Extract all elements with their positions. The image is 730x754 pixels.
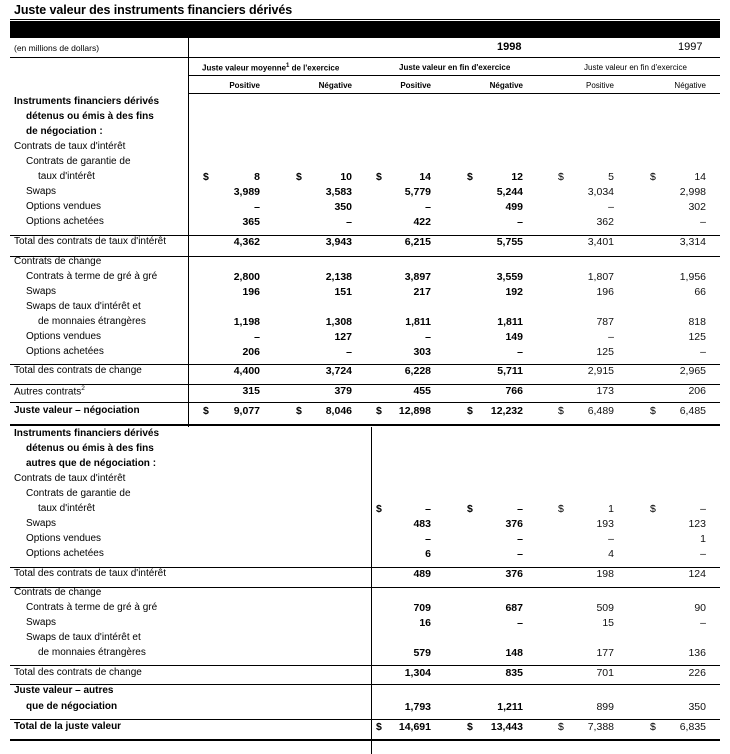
table-cell: 1 (608, 503, 614, 515)
table-cell: 899 (596, 701, 614, 713)
column-header-1: Négative (318, 81, 352, 90)
table-cell: 422 (413, 216, 431, 228)
unit-label: (en millions de dollars) (14, 43, 100, 53)
table-cell: 787 (596, 316, 614, 328)
rule (10, 57, 720, 58)
table-cell: 709 (413, 602, 431, 614)
table-cell: 6,485 (679, 405, 706, 417)
row-label (26, 126, 103, 137)
rule (10, 719, 720, 720)
row-label (26, 701, 117, 712)
table-cell: 90 (694, 602, 706, 614)
table-cell: 6,835 (679, 721, 706, 733)
row-label-text: Juste valeur – autres (14, 685, 114, 696)
row-label (26, 617, 56, 628)
row-label-text: Swaps (26, 617, 57, 628)
table-cell: 5,244 (496, 186, 523, 198)
row-label-text: Options vendues (26, 201, 102, 212)
table-cell: – (517, 617, 523, 629)
row-label-text: Contrats à terme de gré à gré (26, 271, 158, 282)
table-cell: 173 (596, 385, 614, 397)
row-label (14, 256, 101, 267)
row-label (14, 685, 114, 696)
table-cell: 302 (688, 201, 706, 213)
row-label-text: de négociation : (26, 126, 103, 137)
row-label (26, 216, 104, 227)
page-title: Juste valeur des instruments financiers dérivés (14, 3, 293, 17)
row-label-text: Options achetées (26, 346, 104, 357)
table-cell: 3,583 (325, 186, 352, 198)
table-cell: 149 (505, 331, 523, 343)
table-cell: 7,388 (587, 721, 614, 733)
currency-symbol: $ (650, 171, 656, 183)
table-cell: 123 (688, 518, 706, 530)
row-label-text: Contrats de taux d'intérêt (14, 141, 126, 152)
year-1998: 1998 (497, 41, 522, 53)
table-cell: – (346, 346, 352, 358)
table-cell: 3,314 (679, 236, 706, 248)
table-cell: 483 (413, 518, 431, 530)
table-cell: 15 (602, 617, 614, 629)
table-cell: 1,211 (497, 701, 523, 713)
table-cell: 5,711 (497, 365, 523, 377)
row-label (26, 201, 101, 212)
table-cell: 16 (419, 617, 431, 629)
column-header-2: Positive (400, 81, 431, 90)
table-cell: 489 (413, 568, 431, 580)
row-label (38, 316, 146, 327)
table-cell: 4 (608, 548, 614, 560)
row-label (38, 503, 95, 514)
row-label-text: Instruments financiers dérivés (14, 428, 160, 439)
rule (10, 256, 720, 257)
row-label (14, 587, 101, 598)
table-cell: 835 (505, 667, 523, 679)
table-cell: 3,943 (325, 236, 352, 248)
group-end-1997: Juste valeur en fin d'exercice (584, 63, 687, 72)
table-cell: 2,915 (587, 365, 614, 377)
currency-symbol: $ (376, 503, 382, 515)
row-label-text: Swaps de taux d'intérêt et (26, 301, 141, 312)
row-label-text: Contrats de change (14, 587, 102, 598)
group-average (202, 63, 339, 73)
table-cell: 196 (242, 286, 260, 298)
column-header-5: Négative (674, 81, 706, 90)
table-cell: 3,034 (587, 186, 614, 198)
row-label-text: de monnaies étrangères (38, 647, 146, 658)
table-cell: – (517, 503, 523, 515)
row-label-text: Total des contrats de change (14, 365, 142, 376)
vertical-rule (188, 38, 189, 427)
row-label-text: Options vendues (26, 533, 102, 544)
table-cell: 125 (688, 331, 706, 343)
table-cell: 1,304 (404, 667, 431, 679)
table-cell: 1,793 (404, 701, 431, 713)
currency-symbol: $ (467, 405, 473, 417)
table-cell: 66 (694, 286, 706, 298)
rule (10, 665, 720, 666)
row-label (26, 443, 154, 454)
table-cell: 2,138 (325, 271, 352, 283)
column-header-4: Positive (585, 81, 614, 90)
table-cell: – (425, 331, 431, 343)
table-cell: 303 (413, 346, 431, 358)
table-cell: 177 (596, 647, 614, 659)
footnote-marker: 2 (81, 385, 85, 392)
row-label (14, 385, 85, 397)
row-label (14, 428, 159, 439)
table-cell: 12,232 (490, 405, 523, 417)
rule (10, 739, 720, 741)
currency-symbol: $ (203, 171, 209, 183)
rule (10, 402, 720, 403)
table-cell: 2,965 (679, 365, 706, 377)
row-label (26, 458, 156, 469)
row-label (26, 533, 101, 544)
row-label-text: Swaps de taux d'intérêt et (26, 632, 141, 643)
row-label-text: de monnaies étrangères (38, 316, 146, 327)
row-label-text: détenus ou émis à des fins (26, 111, 154, 122)
table-cell: 13,443 (490, 721, 523, 733)
table-cell: 12 (511, 171, 523, 183)
row-label (14, 667, 142, 678)
row-label (26, 518, 56, 529)
row-label (14, 236, 166, 247)
table-cell: 1,198 (233, 316, 260, 328)
row-label-text: Total des contrats de taux d'intérêt (14, 568, 166, 579)
table-cell: 376 (505, 518, 523, 530)
row-label-text: Options vendues (26, 331, 102, 342)
table-cell: – (517, 548, 523, 560)
table-cell: 379 (334, 385, 352, 397)
table-cell: – (608, 201, 614, 213)
rule (10, 684, 720, 685)
table-cell: 350 (334, 201, 352, 213)
table-cell: – (346, 216, 352, 228)
row-label-text: détenus ou émis à des fins (26, 443, 154, 454)
table-cell: 9,077 (233, 405, 260, 417)
rule (188, 93, 720, 94)
row-label (26, 186, 56, 197)
table-cell: 14 (694, 171, 706, 183)
table-cell: 365 (242, 216, 260, 228)
table-cell: 315 (242, 385, 260, 397)
table-cell: 124 (688, 568, 706, 580)
row-label (38, 171, 95, 182)
table-cell: 3,559 (496, 271, 523, 283)
table-cell: 1,308 (325, 316, 352, 328)
currency-symbol: $ (558, 405, 564, 417)
row-label-text: Options achetées (26, 216, 104, 227)
row-label (38, 647, 146, 658)
table-cell: 362 (596, 216, 614, 228)
currency-symbol: $ (376, 405, 382, 417)
table-cell: 3,989 (233, 186, 260, 198)
rule (10, 587, 720, 588)
row-label-text: taux d'intérêt (38, 171, 95, 182)
row-label (26, 632, 141, 643)
table-cell: 3,401 (587, 236, 614, 248)
row-label (14, 473, 125, 484)
table-cell: 818 (688, 316, 706, 328)
table-cell: 5,755 (496, 236, 523, 248)
row-label-text: Instruments financiers dérivés (14, 96, 160, 107)
title-rule (10, 19, 720, 20)
row-label-text: que de négociation (26, 701, 118, 712)
row-label (26, 271, 157, 282)
table-cell: 148 (505, 647, 523, 659)
row-label (26, 488, 131, 499)
currency-symbol: $ (203, 405, 209, 417)
table-cell: – (425, 201, 431, 213)
table-cell: 136 (688, 647, 706, 659)
row-label (26, 156, 131, 167)
table-cell: – (700, 548, 706, 560)
table-cell: – (254, 331, 260, 343)
row-label (14, 365, 142, 376)
column-header-0: Positive (229, 81, 260, 90)
table-cell: 3,897 (404, 271, 431, 283)
table-cell: 2,800 (233, 271, 260, 283)
row-label (26, 286, 56, 297)
table-cell: 6,489 (587, 405, 614, 417)
table-cell: – (700, 503, 706, 515)
table-cell: – (700, 617, 706, 629)
row-label-text: Juste valeur – négociation (14, 405, 140, 416)
row-label (14, 568, 166, 579)
row-label-text: Total des contrats de change (14, 667, 142, 678)
table-cell: 127 (334, 331, 352, 343)
row-label (26, 111, 154, 122)
currency-symbol: $ (650, 503, 656, 515)
table-cell: 151 (334, 286, 352, 298)
table-cell: – (608, 533, 614, 545)
table-cell: – (700, 216, 706, 228)
row-label-text: taux d'intérêt (38, 503, 95, 514)
table-cell: 4,400 (233, 365, 260, 377)
row-label-text: Autres contrats (14, 386, 82, 398)
currency-symbol: $ (558, 503, 564, 515)
table-cell: 376 (505, 568, 523, 580)
currency-symbol: $ (296, 405, 302, 417)
table-cell: 14,691 (398, 721, 431, 733)
table-cell: 5,779 (404, 186, 431, 198)
currency-symbol: $ (296, 171, 302, 183)
row-label (26, 301, 141, 312)
table-cell: 766 (505, 385, 523, 397)
table-cell: 687 (505, 602, 523, 614)
table-cell: – (608, 331, 614, 343)
table-cell: 125 (596, 346, 614, 358)
table-cell: 10 (340, 171, 352, 183)
table-cell: 499 (505, 201, 523, 213)
table-cell: – (517, 533, 523, 545)
currency-symbol: $ (376, 721, 382, 733)
row-label-text: Contrats à terme de gré à gré (26, 602, 158, 613)
currency-symbol: $ (376, 171, 382, 183)
group-average-text: Juste valeur moyenne (202, 63, 287, 73)
table-cell: 217 (413, 286, 431, 298)
table-cell: 8,046 (325, 405, 352, 417)
row-label-text: Contrats de garantie de (26, 488, 131, 499)
table-cell: 1,807 (587, 271, 614, 283)
currency-symbol: $ (650, 721, 656, 733)
table-cell: 12,898 (398, 405, 431, 417)
row-label-text: Contrats de change (14, 256, 102, 267)
table-cell: 6,228 (404, 365, 431, 377)
table-cell: 6 (425, 548, 431, 560)
row-label (26, 602, 157, 613)
table-cell: – (425, 533, 431, 545)
table-cell: – (517, 216, 523, 228)
row-label-text: autres que de négociation : (26, 458, 157, 469)
row-label (26, 548, 104, 559)
table-cell: 226 (688, 667, 706, 679)
table-cell: 1,811 (497, 316, 523, 328)
table-cell: 198 (596, 568, 614, 580)
table-cell: 2,998 (679, 186, 706, 198)
rule (188, 75, 720, 76)
group-average-footnote: 1 (286, 63, 290, 69)
table-cell: 14 (419, 171, 431, 183)
table-cell: – (254, 201, 260, 213)
currency-symbol: $ (467, 721, 473, 733)
currency-symbol: $ (558, 721, 564, 733)
table-cell: 509 (596, 602, 614, 614)
currency-symbol: $ (558, 171, 564, 183)
table-cell: 3,724 (325, 365, 352, 377)
row-label-text: Total des contrats de taux d'intérêt (14, 236, 166, 247)
row-label-text: Swaps (26, 286, 57, 297)
table-cell: 8 (254, 171, 260, 183)
table-cell: 579 (413, 647, 431, 659)
group-end-1998: Juste valeur en fin d'exercice (399, 63, 511, 72)
table-cell: 1 (700, 533, 706, 545)
row-label (26, 331, 101, 342)
table-cell: 350 (688, 701, 706, 713)
table-cell: 196 (596, 286, 614, 298)
table-cell: 206 (688, 385, 706, 397)
row-label-text: Options achetées (26, 548, 104, 559)
row-label-text: Total de la juste valeur (14, 721, 122, 732)
row-label (14, 96, 159, 107)
table-cell: 455 (413, 385, 431, 397)
row-label (14, 141, 125, 152)
row-label-text: Swaps (26, 186, 57, 197)
column-header-3: Négative (489, 81, 523, 90)
group-average-tail: de l'exercice (289, 63, 340, 73)
year-1997: 1997 (678, 41, 703, 53)
table-cell: 4,362 (233, 236, 260, 248)
table-cell: 206 (242, 346, 260, 358)
table-cell: – (425, 503, 431, 515)
row-label (26, 346, 104, 357)
currency-symbol: $ (650, 405, 656, 417)
row-label (14, 405, 140, 416)
table-cell: 1,956 (679, 271, 706, 283)
row-label (14, 721, 121, 732)
row-label-text: Contrats de garantie de (26, 156, 131, 167)
row-label-text: Contrats de taux d'intérêt (14, 473, 126, 484)
table-cell: 701 (596, 667, 614, 679)
currency-symbol: $ (467, 171, 473, 183)
table-cell: 192 (505, 286, 523, 298)
table-cell: 193 (596, 518, 614, 530)
table-cell: 6,215 (404, 236, 431, 248)
table-cell: 1,811 (405, 316, 431, 328)
table-cell: – (517, 346, 523, 358)
row-label-text: Swaps (26, 518, 57, 529)
table-cell: 5 (608, 171, 614, 183)
header-band (10, 21, 720, 38)
rule (10, 424, 720, 426)
table-cell: – (700, 346, 706, 358)
currency-symbol: $ (467, 503, 473, 515)
